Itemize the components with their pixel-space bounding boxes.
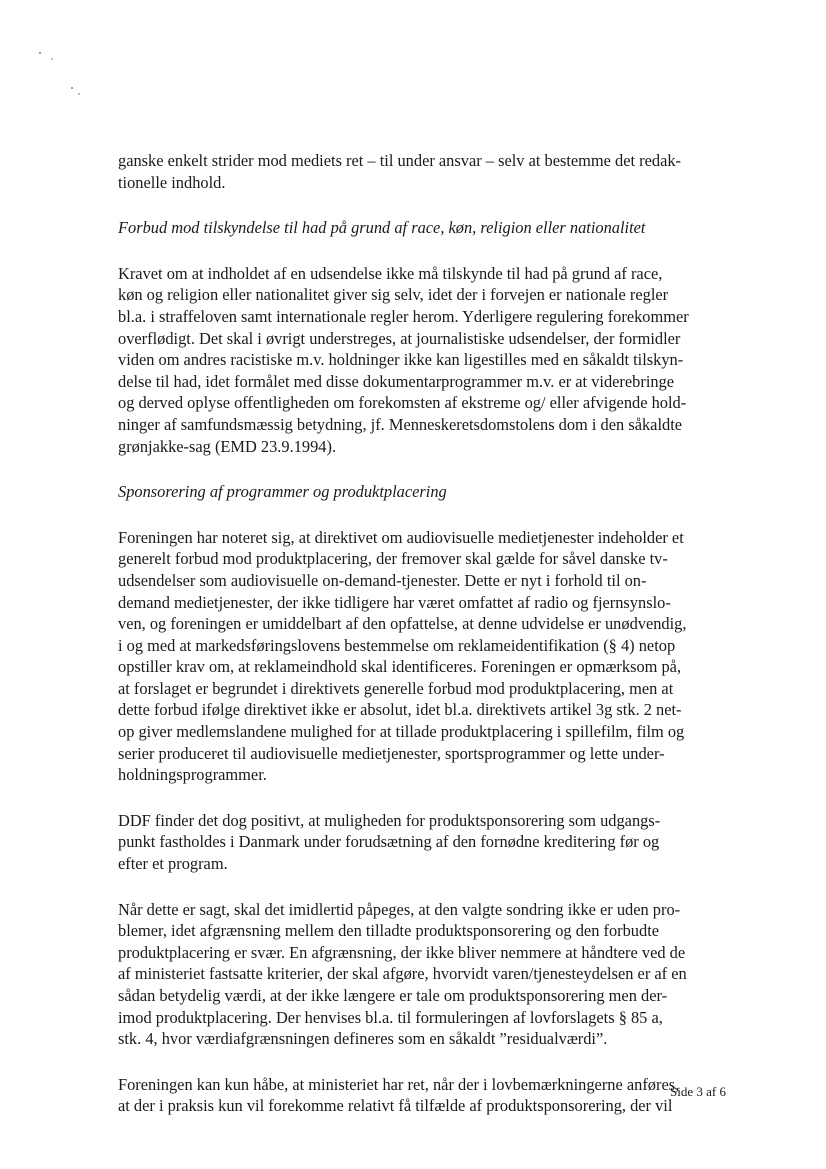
text-line: ven, og foreningen er umiddelbart af den opfattelse, at denne udvidelse er unødvendig, <box>118 614 687 634</box>
text-line: af ministeriet fastsatte kriterier, der skal afgøre, hvorvidt varen/tjenesteydelsen er af en <box>118 964 687 984</box>
text-line: demand medietjenester, der ikke tidligere har været omfattet af radio og fjernsynslo- <box>118 592 671 612</box>
text-line: generelt forbud mod produktplacering, der fremover skal gælde for såvel danske tv- <box>118 549 668 569</box>
scan-specks <box>30 48 90 108</box>
text-line: i og med at markedsføringslovens bestemmelse om reklameidentifikation (§ 4) netop <box>118 635 676 655</box>
text-line: efter et program. <box>118 854 228 874</box>
text-line: grønjakke-sag (EMD 23.9.1994). <box>118 436 337 456</box>
body-paragraph <box>118 899 730 1050</box>
text-line: ganske enkelt strider mod mediets ret – til under ansvar – selv at bestemme det redak- <box>118 151 682 170</box>
text-line: produktplacering er svær. En afgrænsning, der ikke bliver nemmere at håndtere ved de <box>118 942 686 962</box>
text-line: stk. 4, hvor værdiafgrænsningen defineres som en såkaldt ”residualværdi”. <box>118 1029 608 1049</box>
text-line: udsendelser som audiovisuelle on-demand-tjenester. Dette er nyt i forhold til on- <box>118 570 647 590</box>
text-line: Sponsorering af programmer og produktplacering <box>118 482 447 502</box>
page-number: Side 3 af 6 <box>670 1084 726 1099</box>
text-line: sådan betydelig værdi, at der ikke længere er tale om produktsponsorering men der- <box>118 986 668 1005</box>
text-line: op giver medlemslandene mulighed for at tillade produktplacering i spillefilm, film og <box>118 722 685 742</box>
text-line: viden om andres racistiske m.v. holdninger ikke kan ligestilles med en såkaldt tilskyn- <box>118 350 684 370</box>
section-heading <box>118 481 730 503</box>
document-body <box>118 150 730 1117</box>
text-line: holdningsprogrammer. <box>118 765 267 785</box>
text-line: Kravet om at indholdet af en udsendelse ikke må tilskynde til had på grund af race, <box>118 263 663 283</box>
section-heading <box>118 217 730 239</box>
text-line: dette forbud ifølge direktivet ikke er absolut, idet bl.a. direktivets artikel 3g stk. 2 net- <box>118 700 682 720</box>
text-line: punkt fastholdes i Danmark under forudsætning af den fornødne kreditering før og <box>118 832 660 852</box>
text-line: bl.a. i straffeloven samt internationale regler herom. Yderligere regulering forekommer <box>118 306 689 326</box>
text-line: delse til had, idet formålet med disse dokumentarprogrammer m.v. er at viderebringe <box>118 371 675 391</box>
text-line: overflødigt. Det skal i øvrigt understreges, at journalistiske udsendelser, der formidler <box>118 328 681 348</box>
text-line: blemer, idet afgrænsning mellem den tilladte produktsponsorering og den forbudte <box>118 921 660 941</box>
text-line: opstiller krav om, at reklameindhold skal identificeres. Foreningen er opmærksom på, <box>118 657 682 677</box>
text-line: serier produceret til audiovisuelle medietjenester, sportsprogrammer og lette under- <box>118 743 665 763</box>
text-line: ninger af samfundsmæssig betydning, jf. Menneskeretsdomstolens dom i den såkaldte <box>118 414 683 434</box>
text-line: imod produktplacering. Der henvises bl.a. til formuleringen af lovforslagets § 85 a, <box>118 1007 663 1027</box>
body-paragraph <box>118 150 730 193</box>
text-line: Foreningen har noteret sig, at direktivet om audiovisuelle medietjenester indeholder et <box>118 527 684 547</box>
text-line: DDF finder det dog positivt, at muligheden for produktsponsorering som udgangs- <box>118 810 661 830</box>
text-line: at der i praksis kun vil forekomme relativt få tilfælde af produktsponsorering, der vil <box>118 1096 673 1116</box>
text-line: at forslaget er begrundet i direktivets generelle forbud mod produktplacering, men at <box>118 678 674 698</box>
text-line: køn og religion eller nationalitet giver sig selv, idet der i forvejen er nationale regler <box>118 285 669 305</box>
body-paragraph <box>118 1074 730 1117</box>
body-paragraph <box>118 263 730 457</box>
text-line: og derved oplyse offentligheden om forekomsten af ekstreme og/ eller afvigende hold- <box>118 393 687 413</box>
text-line: Foreningen kan kun håbe, at ministeriet har ret, når der i lovbemærkningerne anføres, <box>118 1074 680 1094</box>
body-paragraph <box>118 810 730 875</box>
text-line: tionelle indhold. <box>118 172 226 192</box>
text-line: Forbud mod tilskyndelse til had på grund af race, køn, religion eller nationalitet <box>118 218 646 238</box>
text-line: Når dette er sagt, skal det imidlertid påpeges, at den valgte sondring ikke er uden pro- <box>118 899 681 919</box>
body-paragraph <box>118 527 730 786</box>
